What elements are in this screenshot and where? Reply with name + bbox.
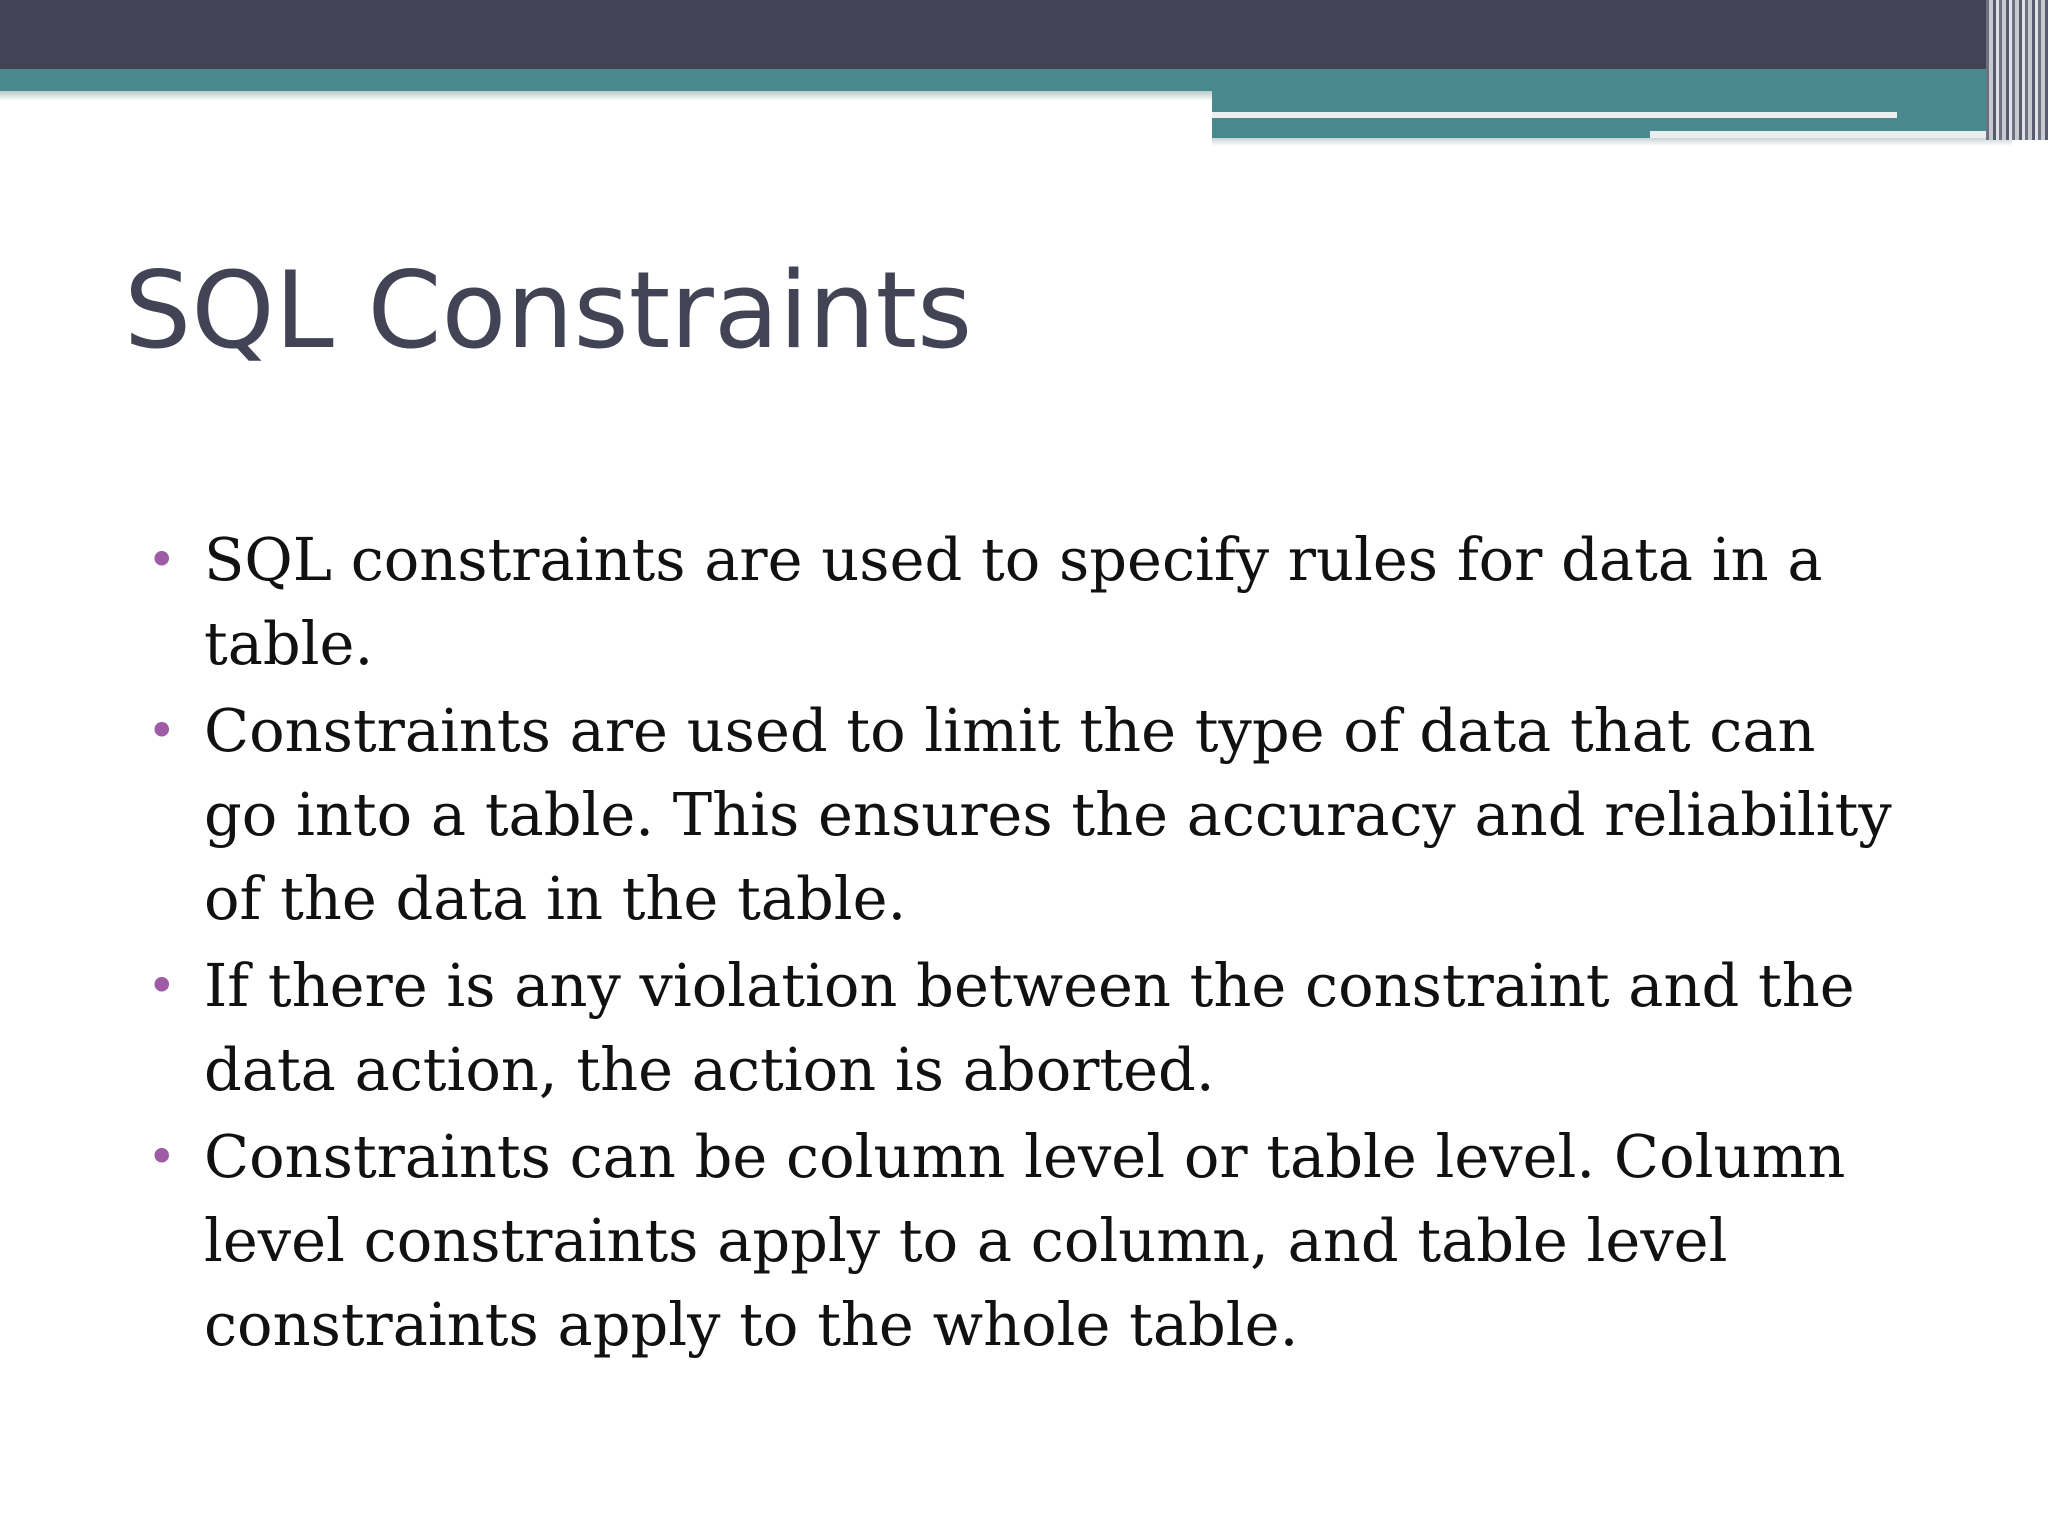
header-accent-line-short <box>1650 131 2010 138</box>
header-stripes <box>1986 0 2048 140</box>
header-band-shadow <box>0 91 1212 101</box>
bullet-text: If there is any violation between the constraint and the data action, the action is aborted. <box>204 951 1855 1104</box>
bullet-marker: • <box>147 957 177 1015</box>
header-edge-shadow <box>1212 138 2012 146</box>
bullet-item <box>0 944 1904 1112</box>
bullet-item <box>0 518 1904 686</box>
bullet-item <box>0 1115 1904 1367</box>
header-band-teal <box>0 69 2048 91</box>
bullet-marker: • <box>147 1128 177 1186</box>
bullet-marker: • <box>147 702 177 760</box>
bullet-item <box>0 689 1904 941</box>
bullet-text: Constraints are used to limit the type of data that can go into a table. This ensures the accuracy and reliability of the data in the table. <box>204 696 1892 933</box>
bullet-text: Constraints can be column level or table level. Column level constraints apply to a column, and table level constraints apply to the whole table. <box>204 1122 1846 1359</box>
slide-title: SQL Constraints <box>124 249 973 372</box>
header-accent-line <box>1212 112 1897 118</box>
header-band-dark <box>0 0 2048 69</box>
bullet-list <box>0 518 2048 1370</box>
bullet-marker: • <box>147 531 177 589</box>
bullet-text: SQL constraints are used to specify rules for data in a table. <box>204 525 1823 678</box>
